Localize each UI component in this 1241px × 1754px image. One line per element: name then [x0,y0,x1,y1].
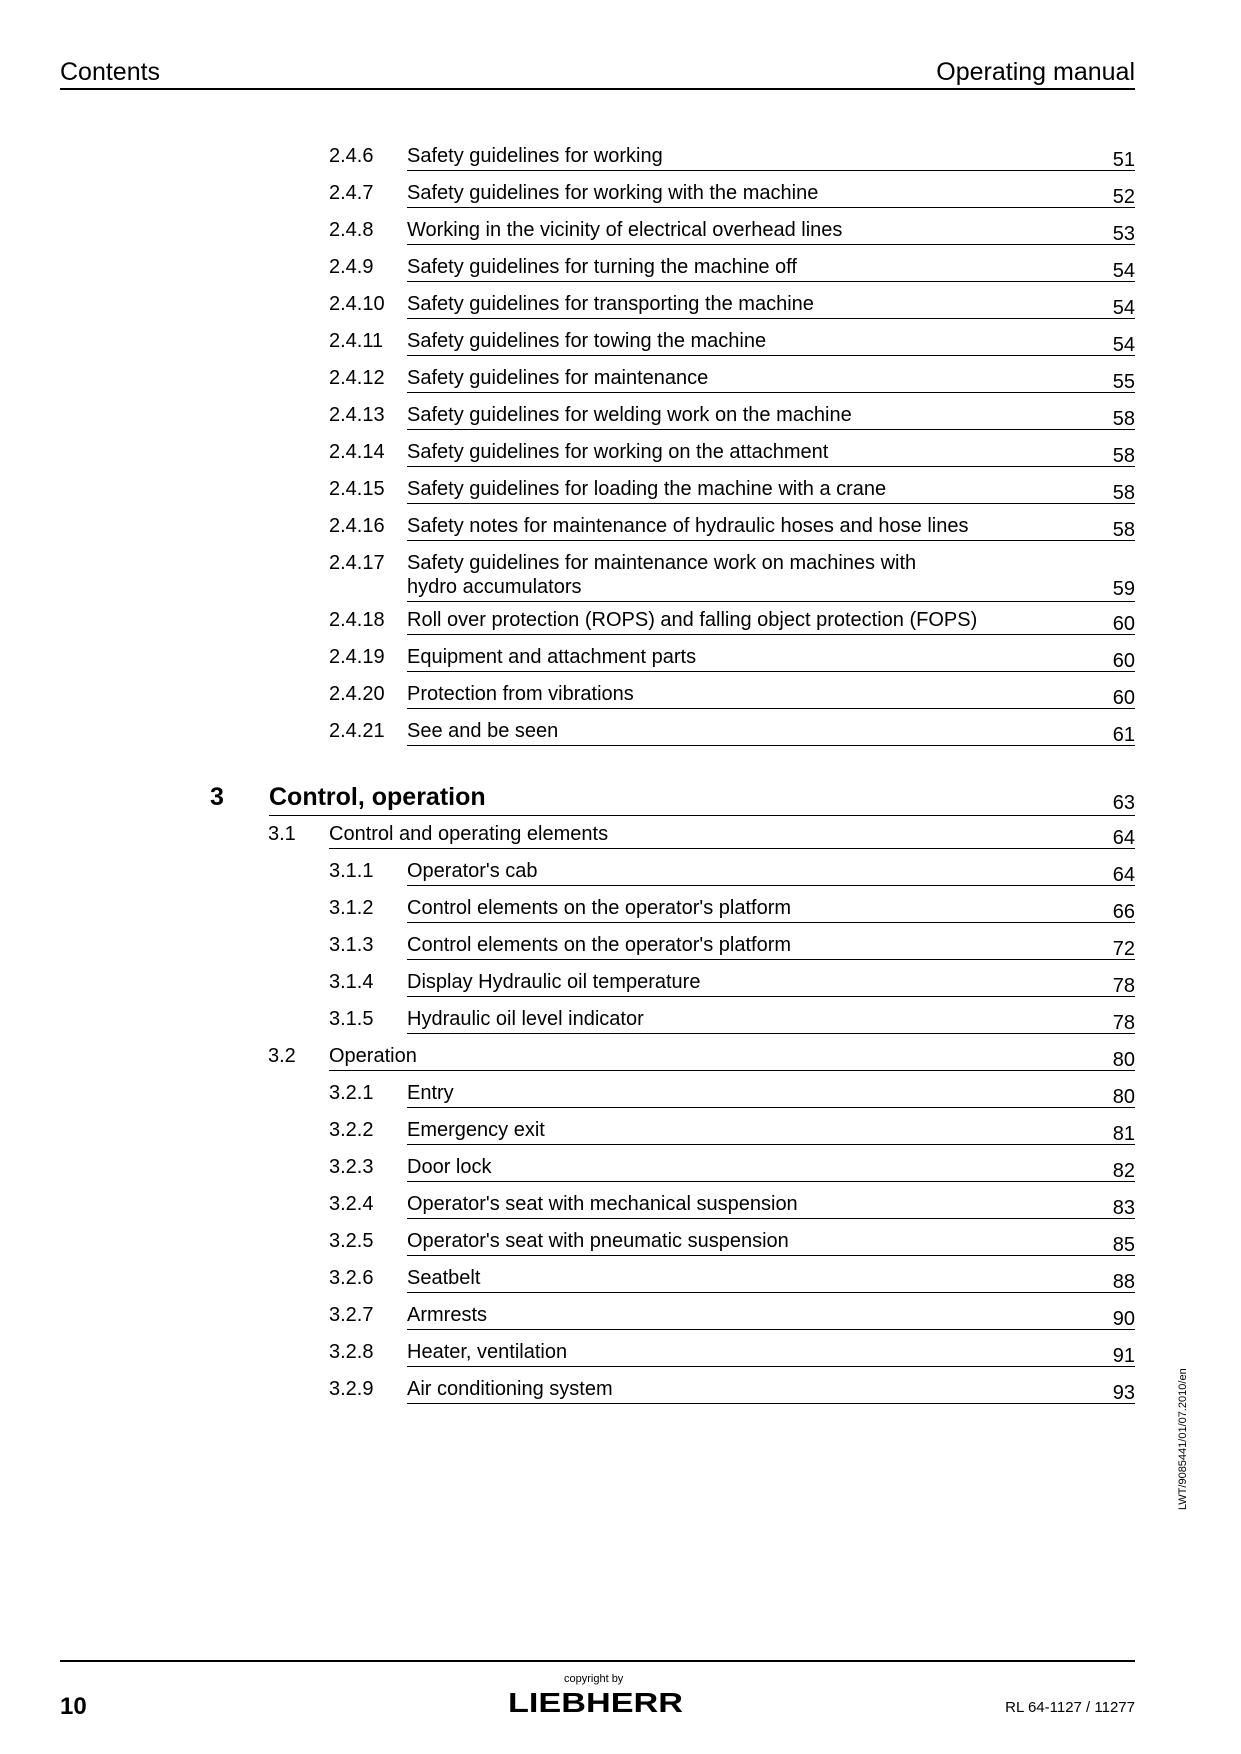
toc-entry-rule [407,392,1135,393]
toc-entry-number: 2.4.8 [329,219,374,241]
svg-text:LIEBHERR: LIEBHERR [508,1690,683,1716]
toc-entry-rule [407,885,1135,886]
toc-entry-number: 2.4.18 [329,609,385,631]
toc-entry-title: Roll over protection (ROPS) and falling object protection (FOPS) [407,609,978,631]
toc-entry-title: Safety guidelines for towing the machine [407,330,767,352]
toc-entry-rule [407,745,1135,746]
toc-entry-rule [407,1218,1135,1219]
toc-entry-page: 54 [1112,297,1135,319]
toc-entry-number: 3.1.5 [329,1008,374,1030]
toc-entry-page: 80 [1112,1086,1135,1108]
toc-entry-number: 3.1.2 [329,897,374,919]
toc-entry-number: 3.2.6 [329,1267,374,1289]
toc-entry-rule [407,466,1135,467]
toc-entry-title: Air conditioning system [407,1378,613,1400]
toc-entry-page: 81 [1112,1123,1135,1145]
toc-entry-rule [407,355,1135,356]
toc-entry-rule [407,922,1135,923]
toc-entry-number: 2.4.10 [329,293,385,315]
toc-entry-page: 64 [1112,827,1135,849]
toc-entry-page: 60 [1112,687,1135,709]
toc-entry-title: Heater, ventilation [407,1341,568,1363]
toc-entry-number: 3.2.7 [329,1304,374,1326]
toc-entry-page: 88 [1112,1271,1135,1293]
toc-entry-title: Protection from vibrations [407,683,634,705]
toc-entry-title: Safety guidelines for loading the machine with a crane [407,478,887,500]
toc-entry-page: 58 [1112,408,1135,430]
toc-entry-title: Operator's cab [407,860,538,882]
toc-entry-number: 2.4.17 [329,552,385,574]
toc-entry-number: 2.4.12 [329,367,385,389]
toc-entry-title: Operator's seat with pneumatic suspension [407,1230,789,1252]
toc-entry-number: 3.2.9 [329,1378,374,1400]
toc-entry-title: Door lock [407,1156,492,1178]
document-reference: RL 64-1127 / 11277 [1005,1699,1135,1716]
toc-entry-page: 78 [1112,975,1135,997]
toc-entry-number: 3.2.5 [329,1230,374,1252]
toc-entry-page: 66 [1112,901,1135,923]
toc-entry-number: 2.4.13 [329,404,385,426]
toc-entry-rule [407,634,1135,635]
toc-entry-rule [407,503,1135,504]
toc-entry-number: 3.2.3 [329,1156,374,1178]
toc-entry-title: Control elements on the operator's platform [407,897,792,919]
toc-entry-title: Safety guidelines for maintenance [407,367,709,389]
toc-entry-page: 61 [1112,724,1135,746]
toc-entry-title: Working in the vicinity of electrical overhead lines [407,219,843,241]
toc-entry-title: Hydraulic oil level indicator [407,1008,644,1030]
toc-entry-rule [407,244,1135,245]
toc-entry-page: 52 [1112,186,1135,208]
toc-entry-title: See and be seen [407,720,559,742]
toc-entry-rule [269,815,1135,816]
toc-entry-page: 83 [1112,1197,1135,1219]
toc-entry-page: 80 [1112,1049,1135,1071]
toc-entry-title: Seatbelt [407,1267,481,1289]
toc-entry-page: 78 [1112,1012,1135,1034]
toc-entry-number: 2.4.11 [329,330,384,352]
toc-entry-title: Safety guidelines for turning the machine off [407,256,797,278]
toc-entry-title: Safety notes for maintenance of hydraulic hoses and hose lines [407,515,969,537]
toc-entry-number: 2.4.7 [329,182,374,204]
toc-entry-title: Safety guidelines for welding work on the machine [407,404,852,426]
toc-entry-rule [407,959,1135,960]
toc-entry-rule [407,601,1135,602]
liebherr-logo-mark [508,1690,683,1716]
toc-entry-rule [407,429,1135,430]
toc-entry-number: 3.2.8 [329,1341,374,1363]
toc-entry-number: 3.1.4 [329,971,374,993]
toc-entry-rule [329,848,1135,849]
toc-entry-page: 63 [1112,792,1135,814]
toc-entry-rule [407,671,1135,672]
toc-entry-number: 2.4.20 [329,683,385,705]
toc-entry-page: 60 [1112,650,1135,672]
running-header-left: Contents [60,58,161,86]
toc-entry-rule [407,1033,1135,1034]
toc-entry-title: Equipment and attachment parts [407,646,697,668]
toc-entry-rule [407,1329,1135,1330]
toc-entry-number: 2.4.19 [329,646,385,668]
toc-entry-number: 3.2 [268,1045,296,1067]
toc-entry-title: Safety guidelines for working [407,145,663,167]
toc-entry-title: Safety guidelines for working on the attachment [407,441,829,463]
toc-entry-page: 53 [1112,223,1135,245]
toc-entry-number: 2.4.9 [329,256,374,278]
toc-entry-number: 2.4.16 [329,515,385,537]
toc-entry-rule [329,1070,1135,1071]
copyright-text: copyright by [564,1673,624,1685]
toc-entry-page: 51 [1112,149,1135,171]
toc-entry-page: 60 [1112,613,1135,635]
toc-entry-number: 2.4.15 [329,478,385,500]
toc-entry-rule [407,1403,1135,1404]
toc-entry-number: 3.2.1 [329,1082,374,1104]
toc-entry-number: 3.1 [268,823,296,845]
toc-entry-page: 54 [1112,260,1135,282]
toc-entry-number: 2.4.6 [329,145,374,167]
toc-entry-page: 54 [1112,334,1135,356]
toc-entry-page: 93 [1112,1382,1135,1404]
toc-entry-page: 59 [1112,578,1135,600]
toc-entry-title: Operator's seat with mechanical suspension [407,1193,798,1215]
toc-entry-rule [407,996,1135,997]
toc-entry-number: 3.1.3 [329,934,374,956]
footer-rule [60,1660,1135,1662]
toc-entry-number: 3 [210,783,224,811]
toc-entry-title: Control, operation [269,783,486,811]
running-header-right: Operating manual [936,58,1135,86]
toc-entry-rule [407,1366,1135,1367]
toc-entry-title: Safety guidelines for working with the machine [407,182,819,204]
toc-entry-rule [407,1255,1135,1256]
toc-entry-number: 2.4.14 [329,441,385,463]
toc-entry-rule [407,1181,1135,1182]
toc-entry-page: 58 [1112,519,1135,541]
toc-entry-page: 72 [1112,938,1135,960]
toc-entry-title: Operation [329,1045,417,1067]
toc-entry-rule [407,281,1135,282]
toc-entry-page: 55 [1112,371,1135,393]
toc-entry-title: Control elements on the operator's platform [407,934,792,956]
toc-entry-title: Armrests [407,1304,487,1326]
toc-entry-number: 3.2.4 [329,1193,374,1215]
toc-entry-number: 3.2.2 [329,1119,374,1141]
toc-entry-number: 3.1.1 [329,860,374,882]
toc-entry-rule [407,318,1135,319]
liebherr-logo [508,1690,683,1721]
toc-entry-title: Safety guidelines for transporting the machine [407,293,814,315]
toc-entry-page: 91 [1112,1345,1135,1367]
toc-entry-rule [407,540,1135,541]
toc-entry-page: 82 [1112,1160,1135,1182]
toc-entry-page: 64 [1112,864,1135,886]
toc-entry-page: 58 [1112,482,1135,504]
document-code-vertical: LWT/9085441/01/07.2010/en [1177,1368,1189,1510]
toc-entry-title: Entry [407,1082,454,1104]
toc-entry-title: Emergency exit [407,1119,545,1141]
toc-entry-title: Display Hydraulic oil temperature [407,971,701,993]
toc-entry-page: 90 [1112,1308,1135,1330]
toc-entry-rule [407,708,1135,709]
toc-entry-title: Safety guidelines for maintenance work on machines with hydro accumulators [407,552,917,598]
toc-entry-rule [407,1107,1135,1108]
page-number: 10 [60,1693,87,1720]
toc-entry-page: 85 [1112,1234,1135,1256]
toc-entry-page: 58 [1112,445,1135,467]
toc-entry-rule [407,170,1135,171]
toc-entry-rule [407,1144,1135,1145]
toc-entry-rule [407,207,1135,208]
toc-entry-number: 2.4.21 [329,720,385,742]
toc-entry-title: Control and operating elements [329,823,609,845]
toc-entry-rule [407,1292,1135,1293]
